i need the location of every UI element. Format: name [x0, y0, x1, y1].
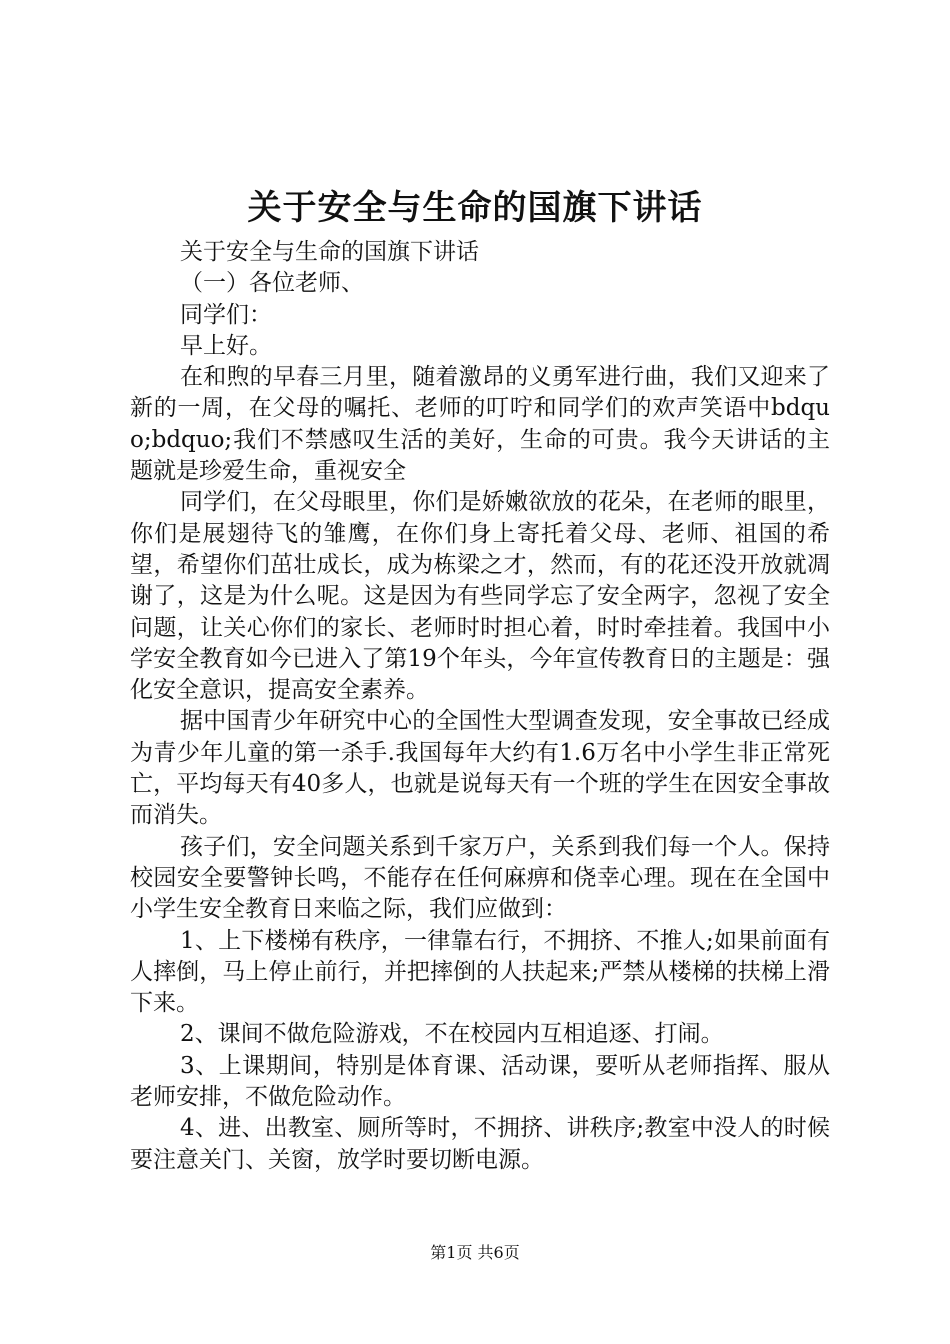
document-title: 关于安全与生命的国旗下讲话 [247, 188, 703, 228]
page-footer: 第1页 共6页 [430, 1243, 520, 1262]
paragraph-children: 孩子们，安全问题关系到千家万户，关系到我们每一个人。保持校园安全要警钟长鸣，不能存在任何麻痹和侥幸心理。现在在全国中小学生安全教育日来临之际，我们应做到： [130, 833, 830, 923]
document-body [130, 237, 830, 1176]
paragraph-greeting: 早上好。 [180, 332, 272, 359]
list-item-1: 1、上下楼梯有秩序，一律靠右行，不拥挤、不推人;如果前面有人摔倒，马上停止前行，并把摔倒的人扶起来;严禁从楼梯的扶梯上滑下来。 [130, 927, 830, 1017]
list-item-4: 4、进、出教室、厕所等时，不拥挤、讲秩序;教室中没人的时候要注意关门、关窗，放学时要切断电源。 [130, 1115, 830, 1173]
paragraph-salutation-2: 同学们： [180, 301, 272, 328]
paragraph-salutation-1: （一）各位老师、 [180, 270, 364, 297]
list-item-2: 2、课间不做危险游戏，不在校园内互相追逐、打闹。 [180, 1021, 724, 1048]
paragraph-statistics: 据中国青少年研究中心的全国性大型调查发现，安全事故已经成为青少年儿童的第一杀手.我国每年大约有1.6万名中小学生非正常死亡，平均每天有40多人，也就是说每天有一个班的学生在因安全事故而消失。 [130, 708, 830, 829]
paragraph-heading: 关于安全与生命的国旗下讲话 [180, 239, 479, 265]
paragraph-intro: 在和煦的早春三月里，随着激昂的义勇军进行曲，我们又迎来了新的一周，在父母的嘱托、老师的叮咛和同学们的欢声笑语中bdquo;bdquo;我们不禁感叹生活的美好，生命的可贵。我今天讲话的主题就是珍爱生命，重视安全 [130, 364, 830, 485]
list-item-3: 3、上课期间，特别是体育课、活动课，要听从老师指挥、服从老师安排，不做危险动作。 [130, 1052, 830, 1111]
paragraph-students: 同学们，在父母眼里，你们是娇嫩欲放的花朵，在老师的眼里，你们是展翅待飞的雏鹰，在你们身上寄托着父母、老师、祖国的希望，希望你们茁壮成长，成为栋梁之才，然而，有的花还没开放就凋谢了，这是为什么呢。这是因为有些同学忘了安全两字，忽视了安全问题，让关心你们的家长、老师时时担心着，时时牵挂着。我国中小学安全教育如今已进入了第19个年头，今年宣传教育日的主题是：强化安全意识，提高安全素养。 [130, 489, 830, 704]
